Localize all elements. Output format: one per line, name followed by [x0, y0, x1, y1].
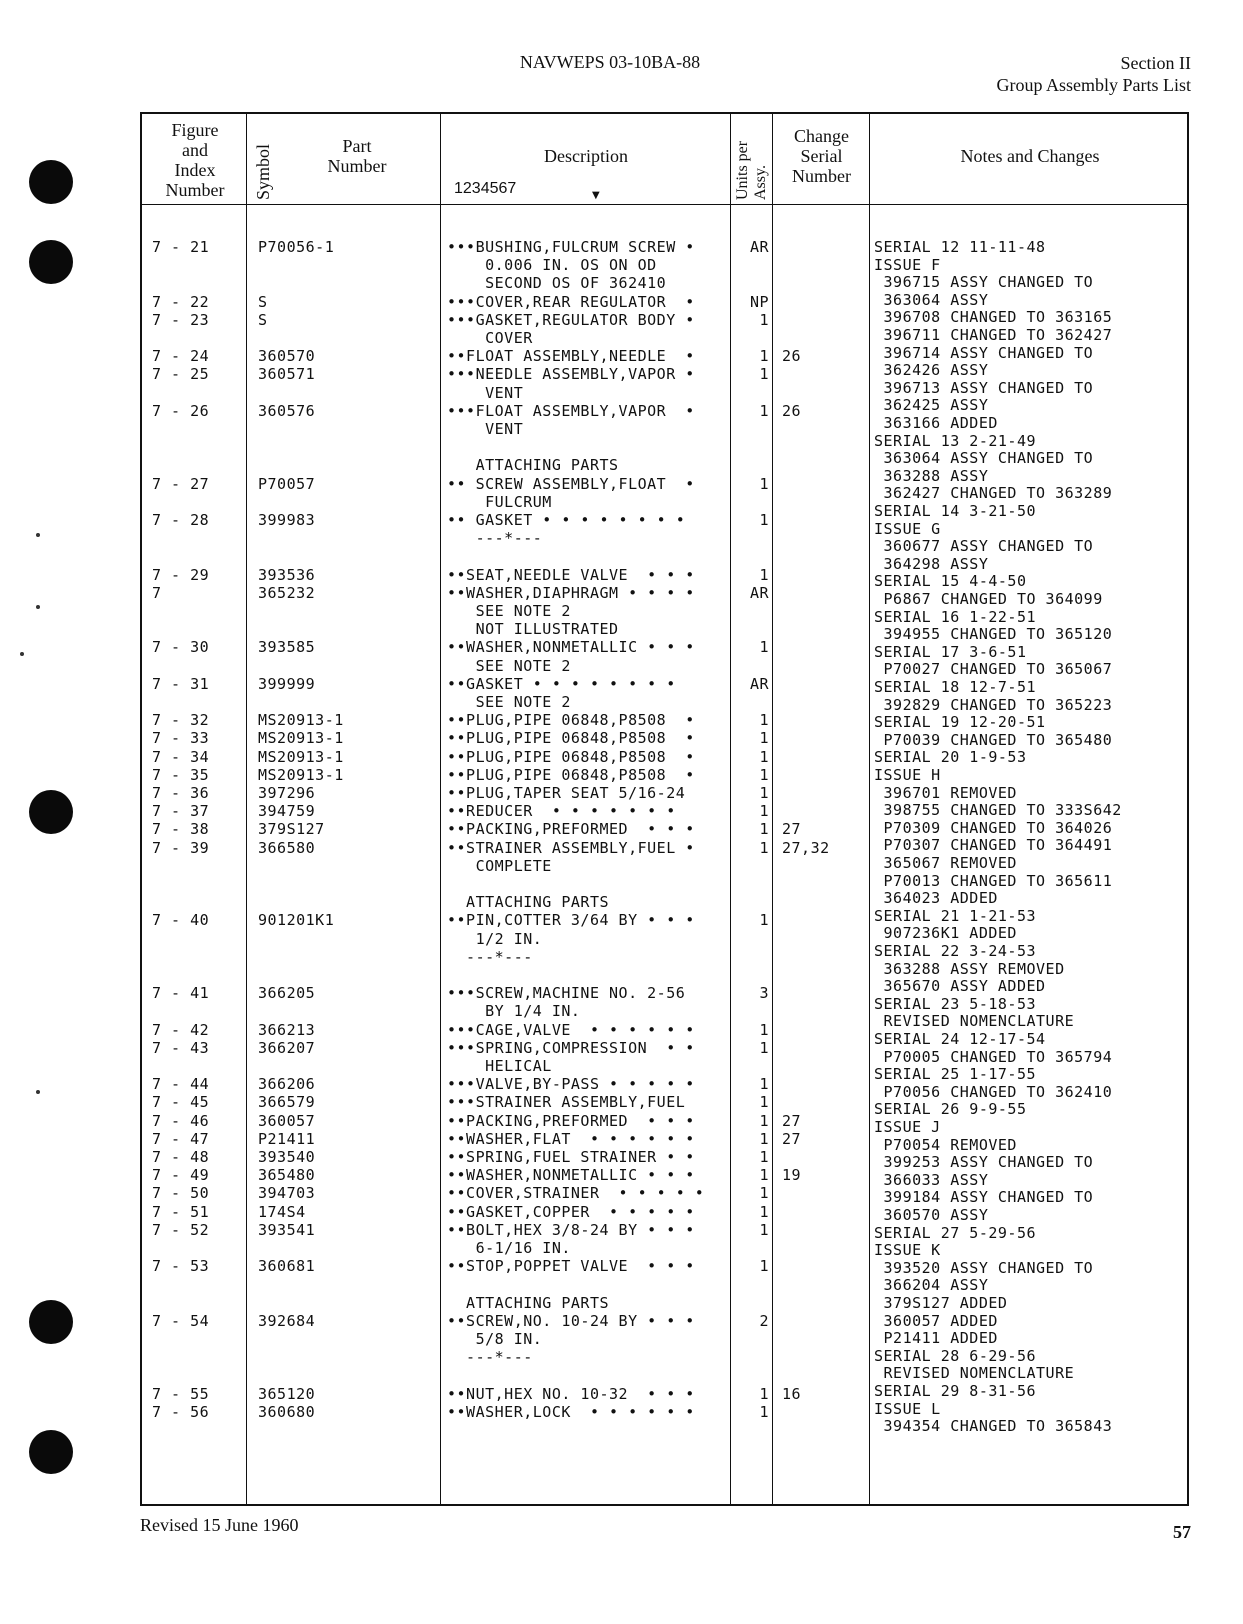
part-number-cell: MS20913-1: [258, 747, 344, 766]
note-line: 364023 ADDED: [874, 889, 998, 908]
units-cell: 1: [759, 310, 769, 329]
note-line: SERIAL 25 1-17-55: [874, 1065, 1037, 1084]
change-serial-cell: 26: [782, 401, 802, 420]
fig-index-cell: 7 - 55: [152, 1384, 210, 1403]
part-number-cell: MS20913-1: [258, 711, 344, 730]
units-cell: 1: [759, 1020, 769, 1039]
description-cell: •• GASKET • • • • • • • •: [447, 511, 686, 529]
description-cell: ••WASHER,FLAT • • • • • •: [447, 1129, 695, 1148]
note-line: SERIAL 28 6-29-56: [874, 1346, 1037, 1365]
part-number-cell: 393585: [258, 638, 316, 657]
fig-index-cell: 7 - 23: [152, 310, 210, 329]
fig-index-cell: 7 - 29: [152, 565, 210, 584]
description-cell: ••WASHER,NONMETALLIC • • •: [447, 638, 695, 657]
units-cell: 1: [759, 911, 769, 930]
description-cell: ••BOLT,HEX 3/8-24 BY • • •: [447, 1220, 695, 1239]
fig-index-cell: 7 - 46: [152, 1111, 210, 1130]
part-number-cell: 399983: [258, 511, 316, 529]
part-number-cell: 379S127: [258, 820, 325, 839]
description-cell: ATTACHING PARTS: [447, 1293, 610, 1312]
scan-speck: [36, 533, 40, 537]
description-cell: ••WASHER,DIAPHRAGM • • • •: [447, 583, 695, 602]
description-cell: SEE NOTE 2: [447, 693, 571, 711]
fig-index-cell: 7 - 52: [152, 1220, 210, 1239]
part-number-cell: 394703: [258, 1184, 316, 1203]
fig-index-cell: 7 - 24: [152, 347, 210, 366]
units-cell: AR: [749, 674, 769, 693]
note-line: 907236K1 ADDED: [874, 924, 1017, 943]
description-cell: 5/8 IN.: [447, 1330, 543, 1348]
note-line: 362427 CHANGED TO 363289: [874, 484, 1113, 503]
fig-index-cell: 7 - 54: [152, 1311, 210, 1330]
fig-index-cell: 7 - 43: [152, 1038, 210, 1057]
fig-index-cell: 7 - 36: [152, 784, 210, 802]
scan-speck: [36, 605, 40, 609]
part-number-cell: S: [258, 310, 268, 329]
description-cell: ATTACHING PARTS: [447, 456, 619, 475]
document-number: NAVWEPS 03-10BA-88: [519, 52, 701, 72]
part-number-cell: 901201K1: [258, 911, 335, 930]
indent-scale: 1234567: [454, 180, 517, 197]
units-cell: AR: [749, 583, 769, 602]
note-line: REVISED NOMENCLATURE: [874, 1364, 1075, 1383]
note-line: 360677 ASSY CHANGED TO: [874, 537, 1094, 556]
description-cell: ••PIN,COTTER 3/64 BY • • •: [447, 911, 695, 930]
description-cell: ••GASKET,COPPER • • • • •: [447, 1202, 695, 1221]
header-units-per-assy: Units per Assy.: [734, 140, 769, 200]
description-cell: ••PLUG,TAPER SEAT 5/16-24: [447, 784, 686, 802]
description-cell: ---*---: [447, 529, 543, 548]
description-cell: •••COVER,REAR REGULATOR •: [447, 292, 695, 311]
column-divider: [246, 114, 247, 1504]
note-line: SERIAL 15 4-4-50: [874, 572, 1027, 591]
part-number-cell: 360571: [258, 365, 316, 384]
part-number-cell: MS20913-1: [258, 729, 344, 748]
description-cell: ••PLUG,PIPE 06848,P8508 •: [447, 729, 695, 748]
header-part-number: Part Number: [327, 136, 387, 176]
binder-hole: [29, 1300, 73, 1344]
note-line: 394354 CHANGED TO 365843: [874, 1417, 1113, 1436]
note-line: 362425 ASSY: [874, 396, 989, 415]
description-cell: •••SPRING,COMPRESSION • •: [447, 1038, 695, 1057]
fig-index-cell: 7 - 22: [152, 292, 210, 311]
note-line: 360057 ADDED: [874, 1311, 998, 1330]
revision-date: Revised 15 June 1960: [140, 1515, 299, 1535]
note-line: SERIAL 16 1-22-51: [874, 607, 1037, 626]
part-number-cell: P21411: [258, 1129, 316, 1148]
description-cell: 6-1/16 IN.: [447, 1239, 571, 1257]
change-serial-cell: 27: [782, 1129, 802, 1148]
note-line: P70307 CHANGED TO 364491: [874, 836, 1113, 855]
part-number-cell: 360680: [258, 1402, 316, 1421]
description-cell: SEE NOTE 2: [447, 602, 571, 620]
description-cell: HELICAL: [447, 1057, 552, 1075]
note-line: 379S127 ADDED: [874, 1294, 1008, 1312]
header-change-serial: Change Serial Number: [792, 126, 851, 186]
description-cell: •••STRAINER ASSEMBLY,FUEL: [447, 1093, 686, 1112]
note-line: 364298 ASSY: [874, 554, 989, 573]
scan-speck: [20, 652, 24, 656]
description-cell: ••PLUG,PIPE 06848,P8508 •: [447, 711, 695, 730]
part-number-cell: 365480: [258, 1166, 316, 1185]
note-line: P70309 CHANGED TO 364026: [874, 818, 1113, 837]
part-number-cell: 366579: [258, 1093, 316, 1112]
column-divider: [869, 114, 870, 1504]
note-line: SERIAL 13 2-21-49: [874, 431, 1037, 450]
fig-index-cell: 7 - 37: [152, 802, 210, 821]
change-serial-cell: 26: [782, 347, 802, 366]
units-cell: 1: [759, 765, 769, 784]
note-line: ISSUE L: [874, 1399, 941, 1418]
description-cell: •••VALVE,BY-PASS • • • • •: [447, 1075, 695, 1094]
fig-index-cell: 7 - 28: [152, 511, 210, 529]
note-line: 360570 ASSY: [874, 1206, 989, 1224]
note-line: SERIAL 29 8-31-56: [874, 1382, 1037, 1400]
units-cell: 1: [759, 711, 769, 730]
description-cell: •••CAGE,VALVE • • • • • •: [447, 1020, 695, 1039]
change-serial-cell: 19: [782, 1166, 802, 1185]
units-cell: 1: [759, 474, 769, 493]
description-cell: •••NEEDLE ASSEMBLY,VAPOR •: [447, 365, 695, 384]
description-cell: SECOND OS OF 362410: [447, 274, 667, 293]
change-serial-cell: 16: [782, 1384, 802, 1403]
header-description: Description: [544, 146, 628, 166]
units-cell: 1: [759, 1257, 769, 1276]
note-line: P70056 CHANGED TO 362410: [874, 1082, 1113, 1101]
description-cell: ••REDUCER • • • • • • •: [447, 802, 676, 821]
units-cell: 1: [759, 1220, 769, 1239]
units-cell: 1: [759, 638, 769, 657]
scan-speck: [36, 1090, 40, 1094]
fig-index-cell: 7 - 51: [152, 1202, 210, 1221]
note-line: SERIAL 24 12-17-54: [874, 1030, 1046, 1048]
note-line: P70054 REMOVED: [874, 1135, 1017, 1154]
description-cell: ••PACKING,PREFORMED • • •: [447, 820, 695, 839]
binder-hole: [29, 160, 73, 204]
description-cell: ---*---: [447, 1348, 533, 1367]
note-line: 392829 CHANGED TO 365223: [874, 695, 1113, 714]
units-cell: 1: [759, 820, 769, 839]
page-number: 57: [1173, 1522, 1191, 1542]
fig-index-cell: 7 - 21: [152, 238, 210, 256]
description-cell: NOT ILLUSTRATED: [447, 620, 619, 639]
note-line: P6867 CHANGED TO 364099: [874, 590, 1103, 608]
fig-index-cell: 7 - 38: [152, 820, 210, 839]
note-line: 396713 ASSY CHANGED TO: [874, 378, 1094, 397]
fig-index-cell: 7 - 44: [152, 1075, 210, 1094]
units-cell: NP: [749, 292, 769, 311]
units-cell: 1: [759, 838, 769, 857]
part-number-cell: 393541: [258, 1220, 316, 1239]
note-line: SERIAL 22 3-24-53: [874, 942, 1037, 960]
units-cell: 1: [759, 802, 769, 821]
note-line: SERIAL 17 3-6-51: [874, 642, 1027, 661]
column-divider: [440, 114, 441, 1504]
fig-index-cell: 7 - 25: [152, 365, 210, 384]
note-line: 362426 ASSY: [874, 361, 989, 380]
note-line: ISSUE G: [874, 519, 941, 538]
units-cell: 1: [759, 511, 769, 529]
description-cell: •••GASKET,REGULATOR BODY •: [447, 310, 695, 329]
fig-index-cell: 7 - 48: [152, 1148, 210, 1166]
units-cell: 1: [759, 1093, 769, 1112]
change-serial-cell: 27,32: [782, 838, 830, 857]
note-line: P70027 CHANGED TO 365067: [874, 660, 1113, 679]
column-divider: [772, 114, 773, 1504]
fig-index-cell: 7 - 31: [152, 674, 210, 693]
note-line: 396708 CHANGED TO 363165: [874, 308, 1113, 327]
header-figure-index: Figure and Index Number: [165, 120, 225, 200]
note-line: SERIAL 21 1-21-53: [874, 906, 1037, 925]
header-rule: [142, 204, 1187, 205]
part-number-cell: P70056-1: [258, 238, 335, 256]
binder-hole: [29, 240, 73, 284]
part-number-cell: P70057: [258, 474, 316, 493]
note-line: 398755 CHANGED TO 333S642: [874, 801, 1122, 820]
note-line: P70013 CHANGED TO 365611: [874, 871, 1113, 890]
units-cell: 1: [759, 401, 769, 420]
part-number-cell: 397296: [258, 784, 316, 802]
note-line: 393520 ASSY CHANGED TO: [874, 1258, 1094, 1277]
note-line: ISSUE F: [874, 255, 941, 274]
part-number-cell: 366213: [258, 1020, 316, 1039]
note-line: SERIAL 12 11-11-48: [874, 238, 1046, 256]
note-line: SERIAL 27 5-29-56: [874, 1223, 1037, 1242]
units-cell: 1: [759, 1202, 769, 1221]
units-cell: 1: [759, 729, 769, 748]
part-number-cell: 393536: [258, 565, 316, 584]
description-cell: ••SPRING,FUEL STRAINER • •: [447, 1148, 695, 1166]
note-line: REVISED NOMENCLATURE: [874, 1012, 1075, 1031]
note-line: 363064 ASSY CHANGED TO: [874, 449, 1094, 468]
units-cell: 1: [759, 747, 769, 766]
units-cell: 1: [759, 1184, 769, 1203]
change-serial-cell: 27: [782, 1111, 802, 1130]
description-cell: SEE NOTE 2: [447, 656, 571, 675]
note-line: 363288 ASSY: [874, 466, 989, 485]
fig-index-cell: 7 - 49: [152, 1166, 210, 1185]
description-cell: ---*---: [447, 947, 533, 966]
note-line: 363064 ASSY: [874, 290, 989, 309]
note-line: SERIAL 18 12-7-51: [874, 678, 1037, 696]
units-cell: 1: [759, 1075, 769, 1094]
units-cell: 1: [759, 784, 769, 802]
note-line: SERIAL 23 5-18-53: [874, 994, 1037, 1013]
fig-index-cell: 7 - 27: [152, 474, 210, 493]
note-line: SERIAL 19 12-20-51: [874, 713, 1046, 732]
units-cell: 1: [759, 565, 769, 584]
description-cell: 0.006 IN. OS ON OD: [447, 256, 657, 275]
note-line: 366033 ASSY: [874, 1170, 989, 1189]
part-number-cell: 360570: [258, 347, 316, 366]
note-line: ISSUE J: [874, 1118, 941, 1136]
note-line: SERIAL 14 3-21-50: [874, 502, 1037, 520]
note-line: 396714 ASSY CHANGED TO: [874, 343, 1094, 362]
fig-index-cell: 7 - 41: [152, 984, 210, 1003]
part-number-cell: 360057: [258, 1111, 316, 1130]
units-cell: 1: [759, 1166, 769, 1185]
fig-index-cell: 7 - 56: [152, 1402, 210, 1421]
section-heading: [996, 52, 1191, 96]
units-cell: 1: [759, 365, 769, 384]
part-number-cell: 394759: [258, 802, 316, 821]
description-cell: ••PLUG,PIPE 06848,P8508 •: [447, 765, 695, 784]
fig-index-cell: 7 - 53: [152, 1257, 210, 1276]
note-line: ISSUE K: [874, 1241, 941, 1260]
units-cell: 1: [759, 1402, 769, 1421]
description-cell: ••FLOAT ASSEMBLY,NEEDLE •: [447, 347, 695, 366]
units-cell: 3: [759, 984, 769, 1003]
part-number-cell: 393540: [258, 1148, 316, 1166]
note-line: 399253 ASSY CHANGED TO: [874, 1153, 1094, 1172]
fig-index-cell: 7 - 40: [152, 911, 210, 930]
description-cell: •••BUSHING,FULCRUM SCREW •: [447, 238, 695, 256]
note-line: ISSUE H: [874, 766, 941, 784]
part-number-cell: 366206: [258, 1075, 316, 1094]
fig-index-cell: 7 - 30: [152, 638, 210, 657]
section-label: Section II: [1120, 53, 1191, 73]
binder-hole: [29, 1430, 73, 1474]
part-number-cell: 365120: [258, 1384, 316, 1403]
parts-table: [140, 112, 1189, 1506]
note-line: SERIAL 26 9-9-55: [874, 1100, 1027, 1119]
note-line: P21411 ADDED: [874, 1329, 998, 1348]
indent-marker-icon: ▼: [592, 190, 600, 201]
description-cell: •••FLOAT ASSEMBLY,VAPOR •: [447, 401, 695, 420]
fig-index-cell: 7 - 42: [152, 1020, 210, 1039]
units-cell: 1: [759, 1038, 769, 1057]
units-cell: 1: [759, 1148, 769, 1166]
part-number-cell: 365232: [258, 583, 316, 602]
section-title: Group Assembly Parts List: [996, 75, 1191, 95]
units-cell: 1: [759, 1129, 769, 1148]
fig-index-cell: 7 - 26: [152, 401, 210, 420]
note-line: 396701 REMOVED: [874, 783, 1017, 802]
description-cell: ••WASHER,NONMETALLIC • • •: [447, 1166, 695, 1185]
fig-index-cell: 7 - 32: [152, 711, 210, 730]
fig-index-cell: 7 - 47: [152, 1129, 210, 1148]
units-cell: 1: [759, 347, 769, 366]
fig-index-cell: 7 - 34: [152, 747, 210, 766]
description-cell: BY 1/4 IN.: [447, 1002, 581, 1021]
description-cell: ATTACHING PARTS: [447, 893, 610, 912]
part-number-cell: 366205: [258, 984, 316, 1003]
fig-index-cell: 7 - 35: [152, 765, 210, 784]
part-number-cell: 399999: [258, 674, 316, 693]
description-cell: ••COVER,STRAINER • • • • •: [447, 1184, 705, 1203]
part-number-cell: 360681: [258, 1257, 316, 1276]
description-cell: ••SEAT,NEEDLE VALVE • • •: [447, 565, 695, 584]
description-cell: ••PLUG,PIPE 06848,P8508 •: [447, 747, 695, 766]
note-line: 394955 CHANGED TO 365120: [874, 625, 1113, 644]
units-cell: 1: [759, 1111, 769, 1130]
fig-index-cell: 7 - 33: [152, 729, 210, 748]
description-cell: COMPLETE: [447, 856, 552, 875]
part-number-cell: 366580: [258, 838, 316, 857]
description-cell: ••WASHER,LOCK • • • • • •: [447, 1402, 695, 1421]
part-number-cell: 174S4: [258, 1202, 306, 1221]
note-line: 363288 ASSY REMOVED: [874, 959, 1065, 978]
description-cell: ••GASKET • • • • • • • •: [447, 674, 676, 693]
part-number-cell: 392684: [258, 1311, 316, 1330]
note-line: 365670 ASSY ADDED: [874, 977, 1046, 996]
description-cell: •••SCREW,MACHINE NO. 2-56: [447, 984, 686, 1003]
description-cell: VENT: [447, 420, 524, 438]
units-cell: 1: [759, 1384, 769, 1403]
description-cell: ••STRAINER ASSEMBLY,FUEL •: [447, 838, 695, 857]
part-number-cell: MS20913-1: [258, 765, 344, 784]
fig-index-cell: 7 - 39: [152, 838, 210, 857]
fig-index-cell: 7 - 45: [152, 1093, 210, 1112]
description-cell: ••STOP,POPPET VALVE • • •: [447, 1257, 695, 1276]
description-cell: ••PACKING,PREFORMED • • •: [447, 1111, 695, 1130]
note-line: P70039 CHANGED TO 365480: [874, 730, 1113, 749]
units-cell: AR: [749, 238, 769, 256]
fig-index-cell: 7: [152, 583, 162, 602]
note-line: 396715 ASSY CHANGED TO: [874, 273, 1094, 292]
description-cell: ••SCREW,NO. 10-24 BY • • •: [447, 1311, 695, 1330]
note-line: 365067 REMOVED: [874, 854, 1017, 872]
note-line: SERIAL 20 1-9-53: [874, 748, 1027, 767]
header-symbol: Symbol: [253, 143, 273, 200]
header-notes: Notes and Changes: [960, 146, 1100, 166]
units-cell: 2: [759, 1311, 769, 1330]
binder-hole: [29, 790, 73, 834]
description-cell: FULCRUM: [447, 492, 552, 511]
description-cell: ••NUT,HEX NO. 10-32 • • •: [447, 1384, 695, 1403]
description-cell: 1/2 IN.: [447, 929, 543, 948]
part-number-cell: 360576: [258, 401, 316, 420]
change-serial-cell: 27: [782, 820, 802, 839]
note-line: 396711 CHANGED TO 362427: [874, 326, 1113, 344]
description-cell: COVER: [447, 329, 533, 347]
part-number-cell: 366207: [258, 1038, 316, 1057]
description-cell: VENT: [447, 383, 524, 402]
description-cell: •• SCREW ASSEMBLY,FLOAT •: [447, 474, 695, 493]
fig-index-cell: 7 - 50: [152, 1184, 210, 1203]
part-number-cell: S: [258, 292, 268, 311]
note-line: P70005 CHANGED TO 365794: [874, 1047, 1113, 1066]
note-line: 399184 ASSY CHANGED TO: [874, 1188, 1094, 1207]
note-line: 366204 ASSY: [874, 1276, 989, 1295]
note-line: 363166 ADDED: [874, 414, 998, 432]
